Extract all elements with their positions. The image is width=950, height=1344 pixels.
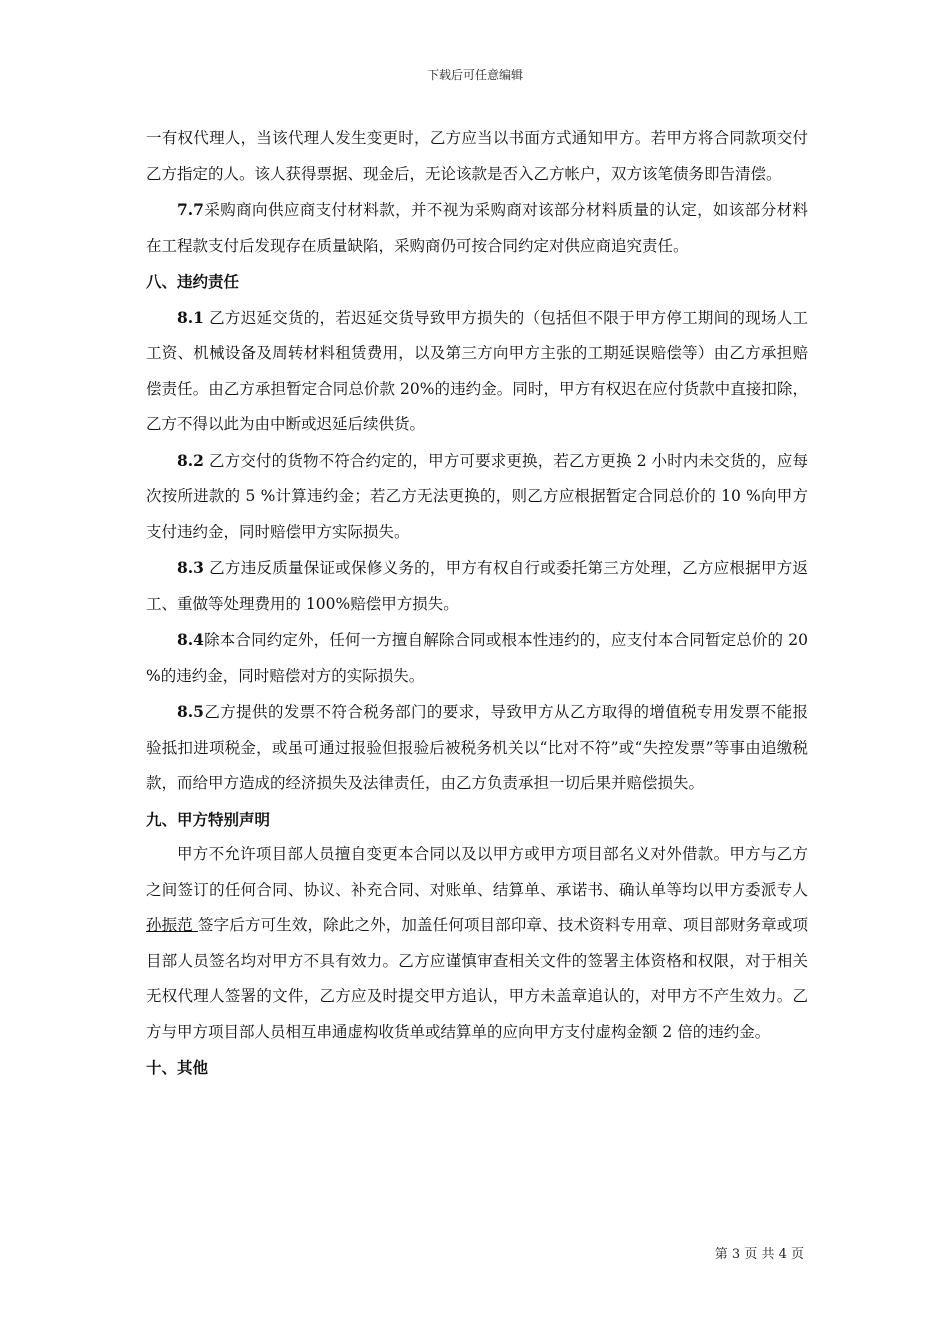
clause-text: 乙方交付的货物不符合约定的，甲方可要求更换，若乙方更换 2 小时内未交货的，应每次按所进款的 5 %计算违约金；若乙方无法更换的，则乙方应根据暂定合同总价的 10 %向甲方支付违约金，同时赔偿甲方实际损失。: [146, 451, 808, 541]
clause-8-1: [146, 300, 808, 443]
clause-text: 乙方违反质量保证或保修义务的，甲方有权自行或委托第三方处理，乙方应根据甲方返工、重做等处理费用的 100%赔偿甲方损失。: [146, 559, 808, 613]
clause-8-2: [146, 443, 808, 551]
clause-text: 采购商向供应商支付材料款，并不视为采购商对该部分材料质量的认定，如该部分材料在工程款支付后发现存在质量缺陷，采购商仍可按合同约定对供应商追究责任。: [146, 201, 808, 255]
clause-text: 除本合同约定外，任何一方擅自解除合同或根本性违约的，应支付本合同暂定总价的 20 %的违约金，同时赔偿对方的实际损失。: [146, 631, 808, 685]
paragraph-continuation: 一有权代理人，当该代理人发生变更时，乙方应当以书面方式通知甲方。若甲方将合同款项交付乙方指定的人。该人获得票据、现金后，无论该款是否入乙方帐户，双方该笔债务即告清偿。: [146, 129, 808, 183]
clause-text: 乙方提供的发票不符合税务部门的要求，导致甲方从乙方取得的增值税专用发票不能报验抵扣进项税金，或虽可通过报验但报验后被税务机关以“比对不符”或“失控发票”等事由追缴税款，而给甲方造成的经济损失及法律责任，由乙方负责承担一切后果并赔偿损失。: [146, 703, 808, 792]
clause-8-5: [146, 694, 808, 802]
clause-7-7: [146, 192, 808, 264]
clause-number: 7.7: [177, 200, 204, 219]
clause-number: 8.3: [177, 558, 204, 577]
clause-8-4: [146, 622, 808, 694]
declaration-text-a: 甲方不允许项目部人员擅自变更本合同以及以甲方或甲方项目部名义对外借款。甲方与乙方之间签订的任何合同、协议、补充合同、对账单、结算单、承诺书、确认单等均以甲方委派专人: [146, 845, 808, 899]
section-heading-10: 十、其他: [146, 1058, 209, 1077]
declaration-text-b: 签字后方可生效，除此之外，加盖任何项目部印章、技术资料专用章、项目部财务章或项目部人员签名均对甲方不具有效力。乙方应谨慎审查相关文件的签署主体资格和权限，对于相关无权代理人签署的文件，乙方应及时提交甲方追认，甲方未盖章追认的，对甲方不产生效力。乙方与甲方项目部人员相互串通虚构收货单或结算单的应向甲方支付虚构金额 2 倍的违约金。: [146, 916, 808, 1041]
special-declaration: [146, 837, 808, 1050]
designated-signatory-name: 孙振范: [146, 916, 199, 934]
clause-number: 8.2: [177, 450, 204, 470]
section-heading-8: 八、违约责任: [146, 272, 240, 291]
clause-number: 8.5: [177, 702, 204, 721]
clause-number: 8.1: [177, 307, 204, 327]
page-header: 下载后可任意编辑: [426, 68, 523, 82]
clause-number: 8.4: [177, 630, 204, 649]
clause-8-3: [146, 550, 808, 622]
document-body: [146, 121, 808, 1086]
page-number: 第 3 页 共 4 页: [714, 1247, 804, 1262]
clause-text: 乙方迟延交货的，若迟延交货导致甲方损失的（包括但不限于甲方停工期间的现场人工工资、机械设备及周转材料租赁费用，以及第三方向甲方主张的工期延误赔偿等）由乙方承担赔偿责任。由乙方承担暂定合同总价款 20%的违约金。同时，甲方有权迟在应付货款中直接扣除，乙方不得以此为由中断或迟延后续供货。: [146, 308, 808, 433]
section-heading-9: 九、甲方特别声明: [146, 809, 271, 829]
